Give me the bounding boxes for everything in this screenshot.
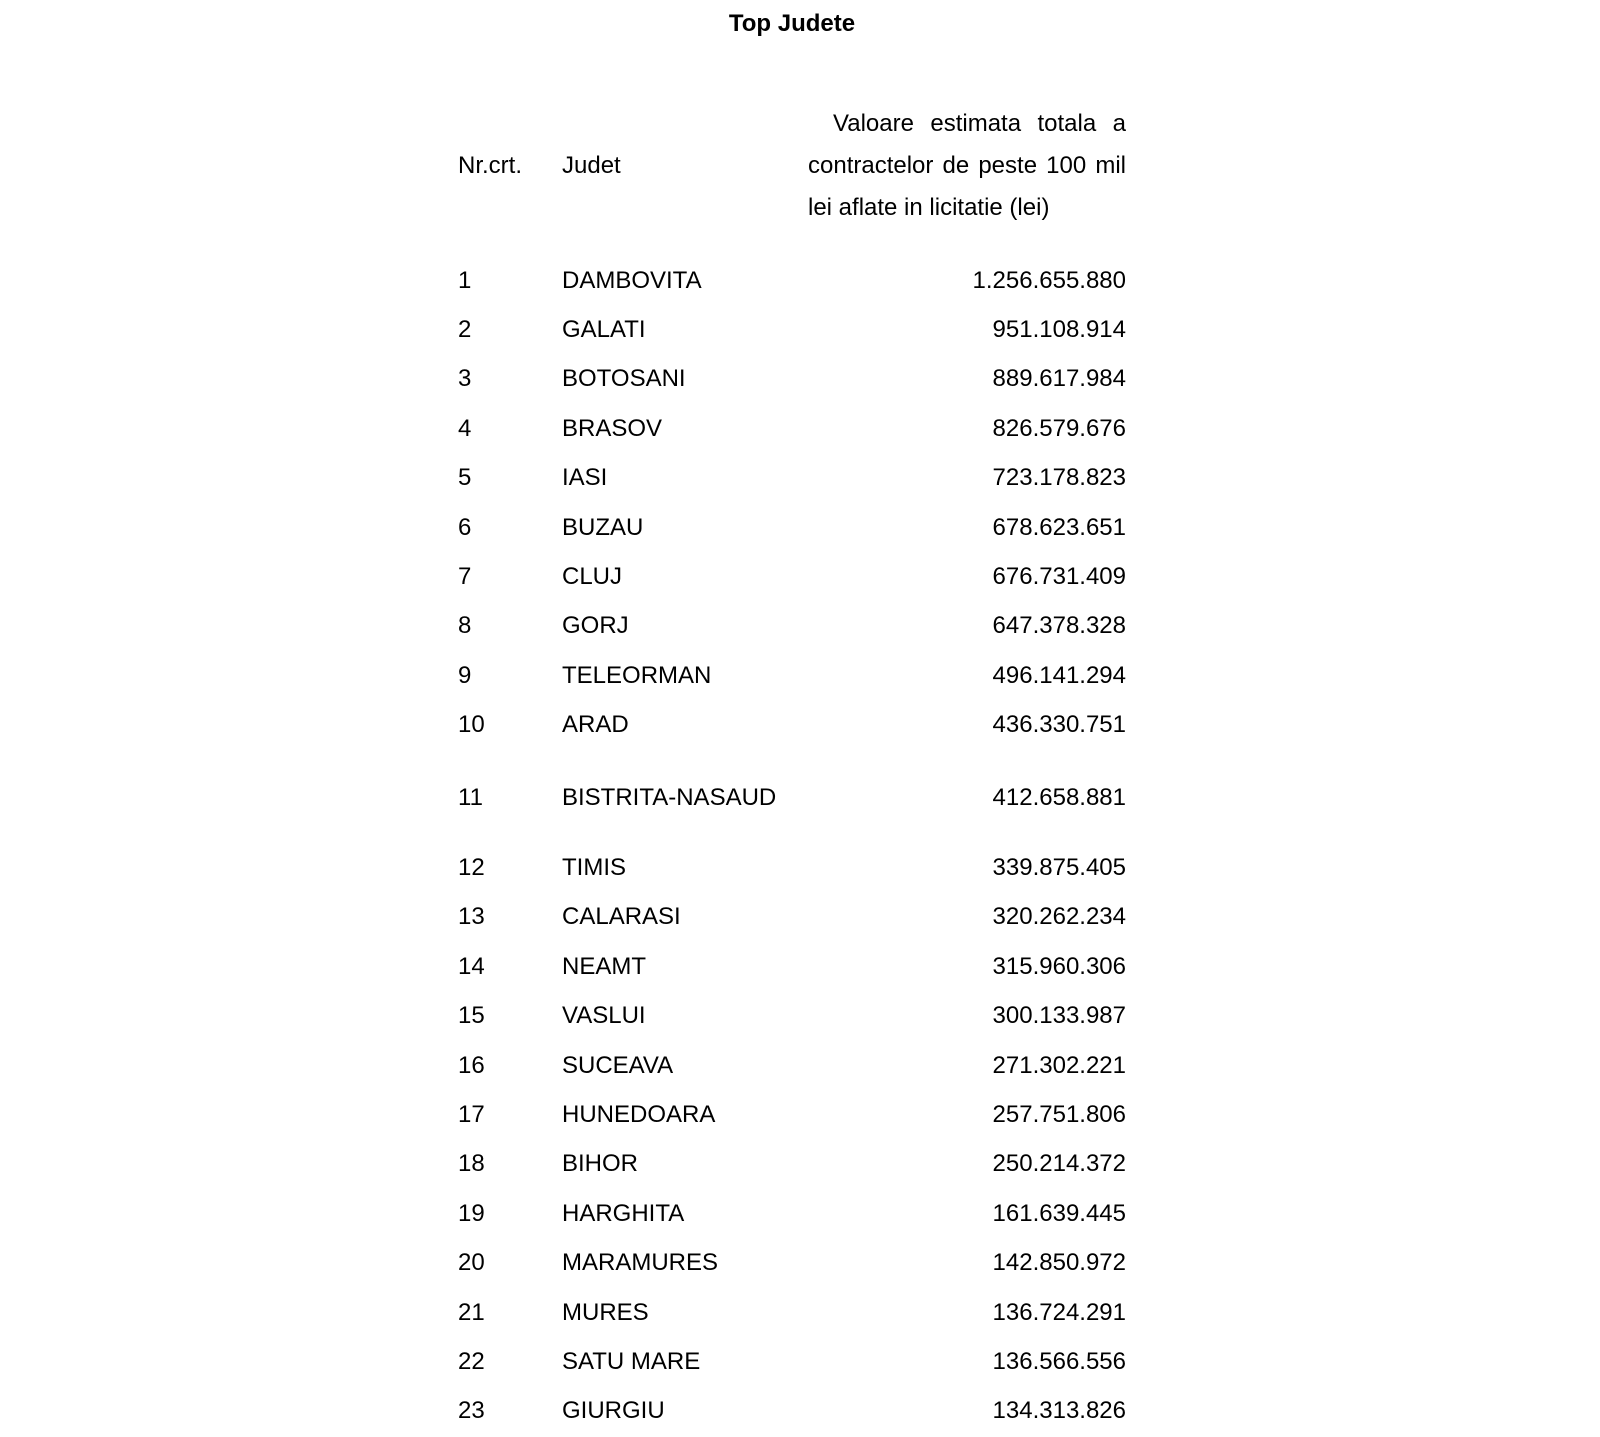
estimated-value: 257.751.806 [992, 1100, 1126, 1128]
county-name: BISTRITA-NASAUD [562, 783, 777, 811]
table-row [458, 843, 1126, 892]
estimated-value: 951.108.914 [992, 316, 1126, 344]
estimated-value: 161.639.445 [992, 1199, 1126, 1227]
table-row [458, 1337, 1126, 1386]
county-name: GIURGIU [562, 1397, 665, 1425]
column-header-nr-crt: Nr.crt. [458, 152, 522, 179]
county-name: CLUJ [562, 563, 623, 591]
table-row [458, 1140, 1126, 1189]
estimated-value: 134.313.826 [992, 1397, 1126, 1425]
row-number: 2 [458, 316, 472, 344]
county-name: BOTOSANI [562, 365, 686, 393]
county-name: BIHOR [562, 1150, 639, 1178]
row-number: 10 [458, 711, 485, 739]
estimated-value: 723.178.823 [992, 464, 1126, 492]
row-number: 7 [458, 563, 472, 591]
row-number: 9 [458, 661, 472, 689]
estimated-value: 250.214.372 [992, 1150, 1126, 1178]
county-name: GALATI [562, 316, 646, 344]
row-number: 6 [458, 513, 472, 541]
table-row [458, 1238, 1126, 1287]
table-row [458, 305, 1126, 354]
table-row [458, 454, 1126, 503]
estimated-value: 320.262.234 [992, 903, 1126, 931]
table-row [458, 1041, 1126, 1090]
table-row [458, 1288, 1126, 1337]
county-name: IASI [562, 464, 608, 492]
estimated-value: 647.378.328 [992, 612, 1126, 640]
column-header-valoare-estimata: Valoare estimata totala a contractelor de peste 100 mil lei aflate in licitatie (lei) [808, 110, 1126, 221]
county-name: HARGHITA [562, 1199, 685, 1227]
row-number: 22 [458, 1347, 485, 1375]
county-name: MURES [562, 1298, 649, 1326]
table-row [458, 404, 1126, 453]
county-name: DAMBOVITA [562, 266, 702, 294]
row-number: 21 [458, 1298, 485, 1326]
table-row [458, 1387, 1126, 1436]
row-number: 23 [458, 1397, 485, 1425]
county-name: CALARASI [562, 903, 681, 931]
county-name: SUCEAVA [562, 1051, 674, 1079]
table-content [458, 0, 1126, 1436]
county-name: HUNEDOARA [562, 1100, 716, 1128]
row-number: 1 [458, 266, 472, 294]
county-name: MARAMURES [562, 1249, 719, 1277]
estimated-value: 136.566.556 [992, 1347, 1126, 1375]
column-header-judet: Judet [562, 152, 621, 179]
county-name: ARAD [562, 711, 629, 739]
row-number: 8 [458, 612, 472, 640]
county-name: VASLUI [562, 1002, 646, 1030]
table-row [458, 552, 1126, 601]
row-number: 19 [458, 1199, 485, 1227]
row-number: 5 [458, 464, 472, 492]
estimated-value: 889.617.984 [992, 365, 1126, 393]
estimated-value: 1.256.655.880 [972, 266, 1126, 294]
table-row [458, 355, 1126, 404]
row-number: 4 [458, 414, 472, 442]
estimated-value: 300.133.987 [992, 1002, 1126, 1030]
county-name: BRASOV [562, 414, 663, 442]
row-number: 3 [458, 365, 472, 393]
estimated-value: 676.731.409 [992, 563, 1126, 591]
page-title: Top Judete [728, 10, 856, 37]
county-name: TIMIS [562, 853, 626, 881]
table-rows [458, 256, 1126, 1436]
county-name: GORJ [562, 612, 629, 640]
table-row [458, 651, 1126, 700]
row-number: 11 [458, 783, 483, 811]
row-number: 12 [458, 853, 485, 881]
estimated-value: 436.330.751 [992, 711, 1126, 739]
estimated-value: 136.724.291 [992, 1298, 1126, 1326]
table-row [458, 1090, 1126, 1139]
county-name: SATU MARE [562, 1347, 701, 1375]
estimated-value: 678.623.651 [992, 513, 1126, 541]
table-row [458, 503, 1126, 552]
row-number: 15 [458, 1002, 485, 1030]
row-number: 16 [458, 1051, 485, 1079]
table-header-row [458, 103, 1126, 229]
estimated-value: 826.579.676 [992, 414, 1126, 442]
table-row [458, 602, 1126, 651]
estimated-value: 315.960.306 [992, 952, 1126, 980]
table-row [458, 893, 1126, 942]
estimated-value: 142.850.972 [992, 1249, 1126, 1277]
estimated-value: 412.658.881 [992, 783, 1126, 811]
row-number: 20 [458, 1249, 485, 1277]
table-row [458, 942, 1126, 991]
table-row [458, 256, 1126, 305]
estimated-value: 339.875.405 [992, 853, 1126, 881]
row-number: 14 [458, 952, 485, 980]
table-row [458, 773, 1126, 822]
table-row [458, 701, 1126, 750]
table-row [458, 991, 1126, 1040]
estimated-value: 271.302.221 [992, 1051, 1126, 1079]
county-name: TELEORMAN [562, 661, 712, 689]
row-number: 18 [458, 1150, 485, 1178]
estimated-value: 496.141.294 [992, 661, 1126, 689]
row-number: 17 [458, 1100, 485, 1128]
table-row [458, 1189, 1126, 1238]
county-name: BUZAU [562, 513, 644, 541]
row-number: 13 [458, 903, 485, 931]
county-name: NEAMT [562, 952, 646, 980]
